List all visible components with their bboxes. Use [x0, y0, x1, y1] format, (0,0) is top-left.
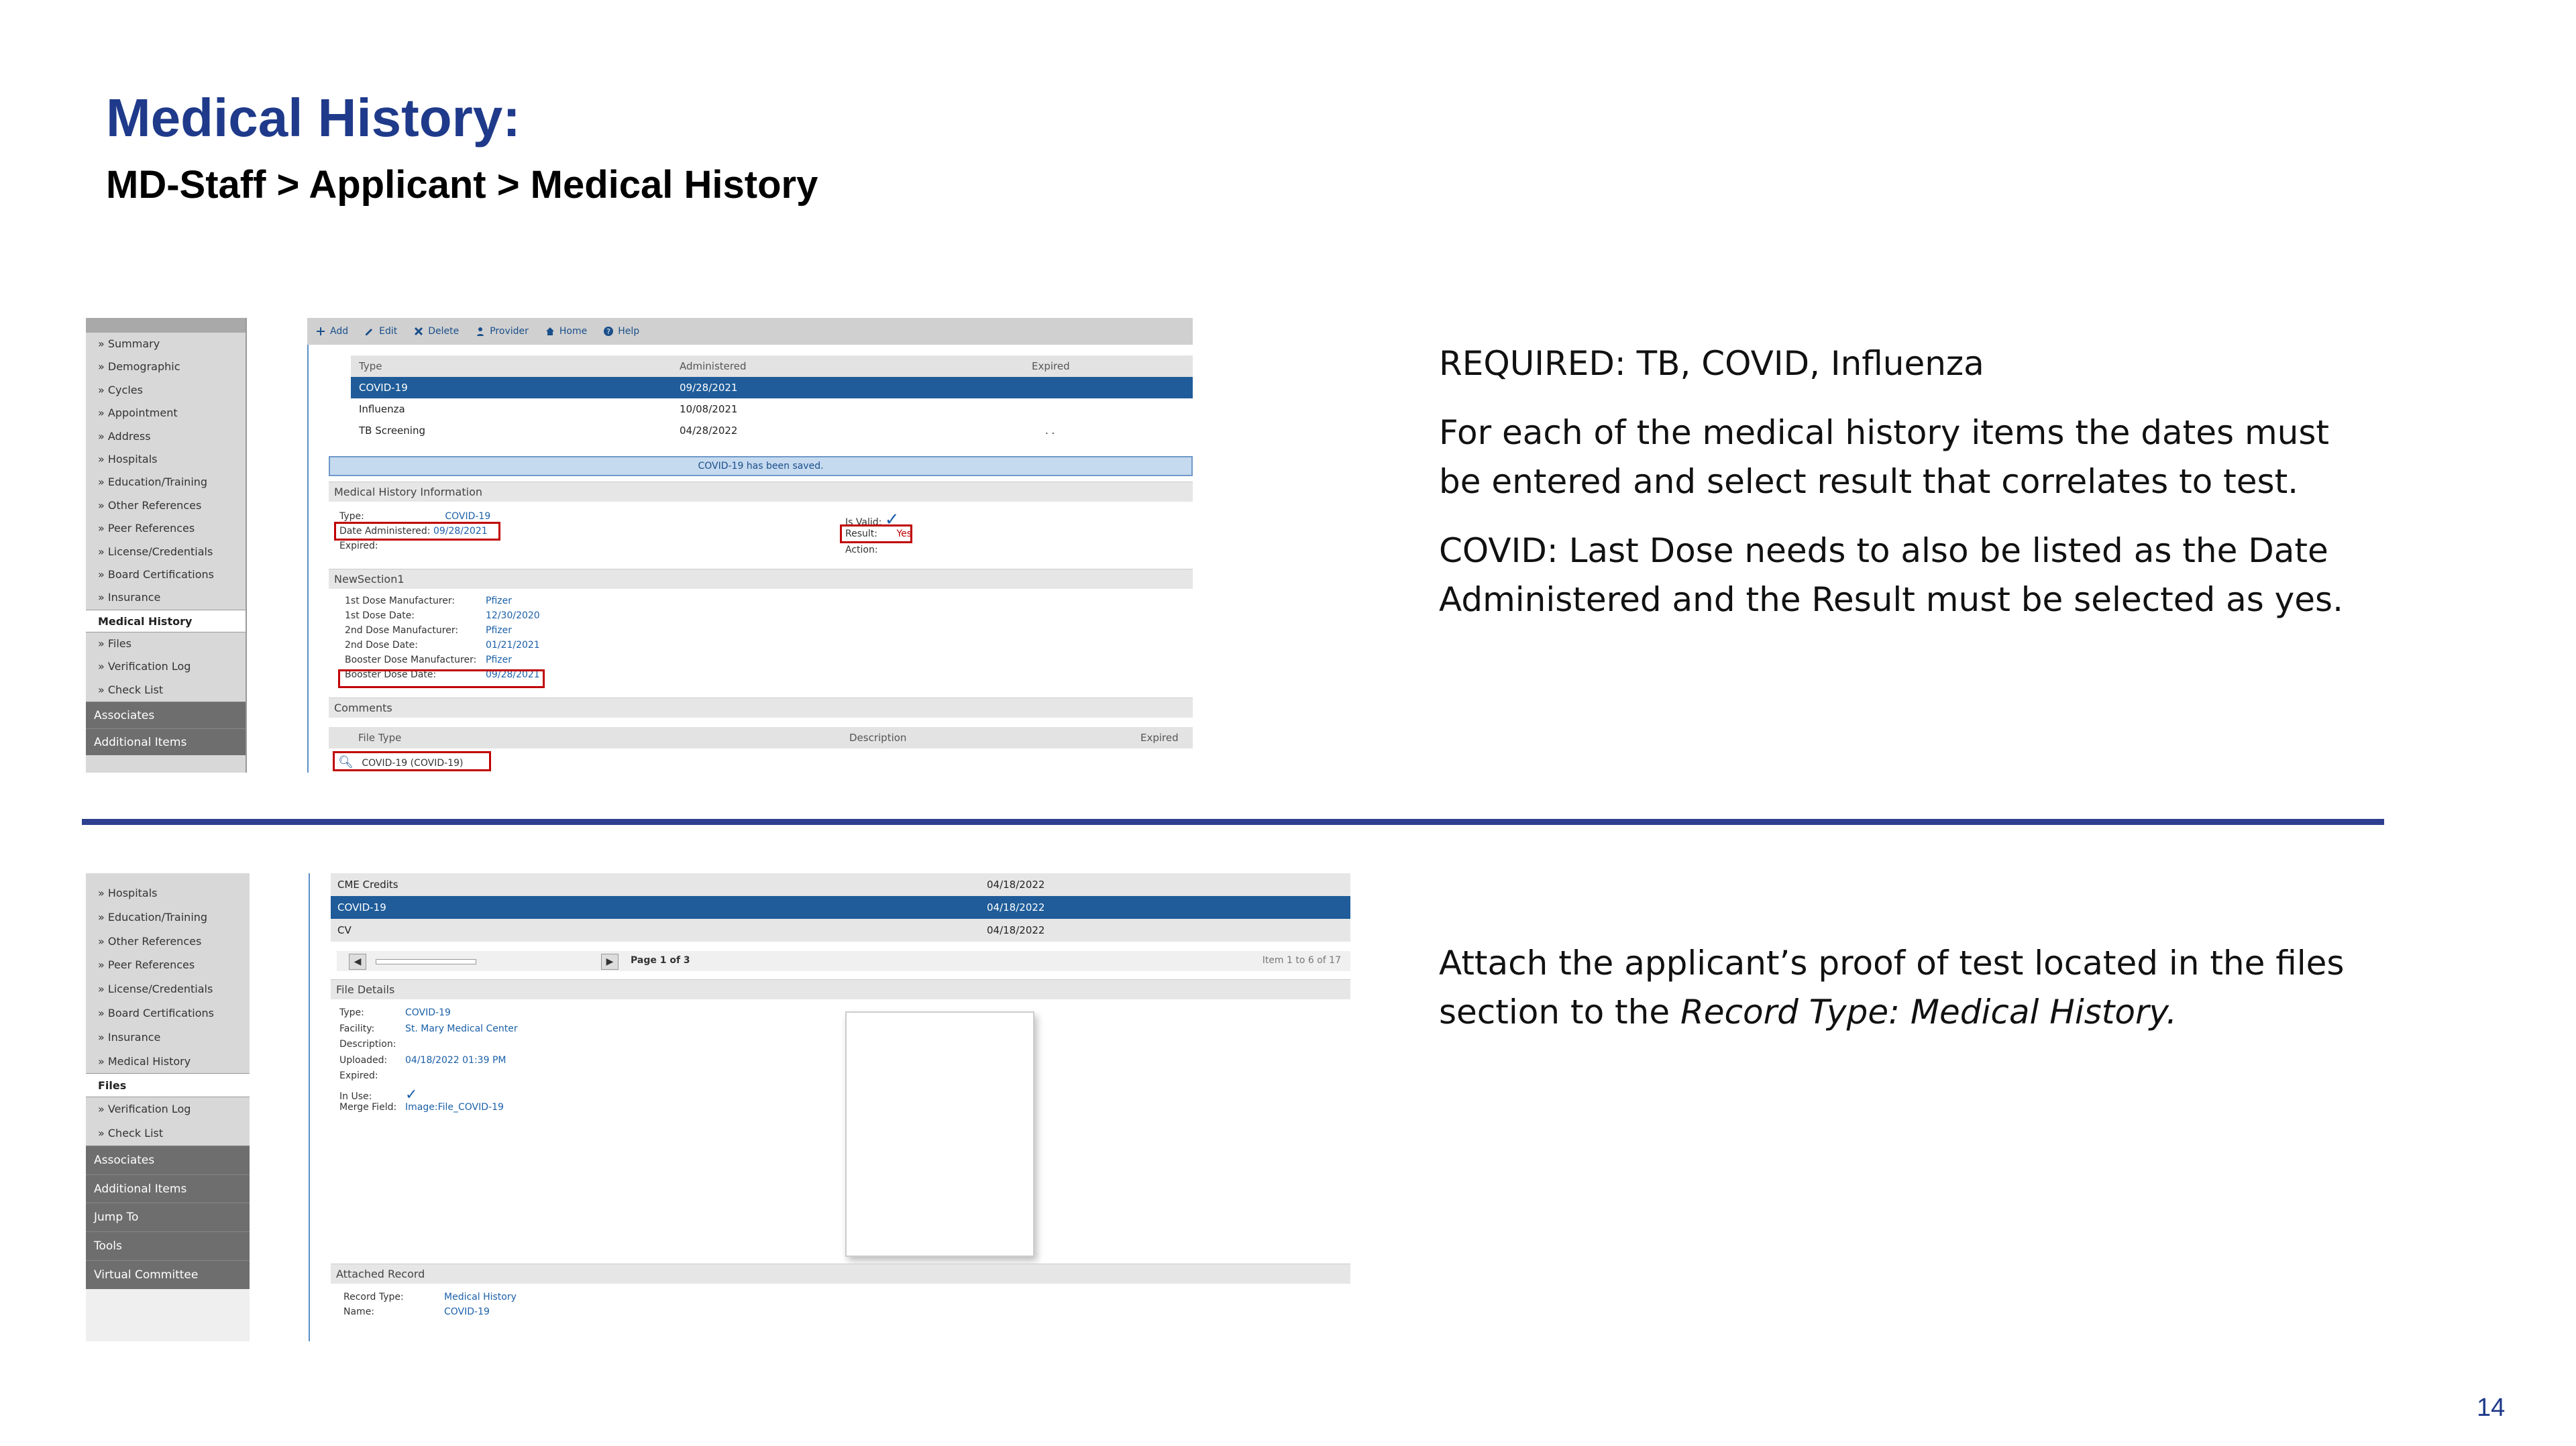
cell-administered: 09/28/2021	[680, 382, 738, 394]
highlight-booster-dose-date	[338, 669, 545, 688]
provider-button[interactable]	[475, 326, 529, 337]
field-label: In Use:	[339, 1091, 372, 1102]
section-header-attached-record: Attached Record	[331, 1264, 1350, 1284]
field-value: Image:File_COVID-19	[405, 1102, 504, 1113]
sidebar-item-associates[interactable]: Associates	[86, 702, 246, 728]
field-action: Action:	[845, 545, 878, 555]
sidebar-item-education-training[interactable]: » Education/Training	[86, 905, 250, 930]
page-slider[interactable]	[376, 959, 476, 964]
field-value: Medical History	[444, 1292, 517, 1302]
sidebar-header	[86, 318, 246, 333]
table-row[interactable]	[351, 420, 1193, 441]
field-label: 2nd Dose Manufacturer:	[345, 625, 459, 636]
sidebar-item-jump-to[interactable]: Jump To	[86, 1203, 250, 1231]
file-preview-thumbnail[interactable]	[845, 1011, 1034, 1257]
field-name	[343, 1306, 490, 1317]
sidebar-item-peer-references[interactable]: » Peer References	[98, 522, 195, 535]
next-page-button[interactable]: ▶	[601, 954, 619, 970]
sidebar-item-hospitals[interactable]: » Hospitals	[86, 881, 250, 905]
cell-administered: 04/28/2022	[680, 425, 738, 437]
field-label: Is Valid:	[845, 517, 882, 528]
sidebar-item-check-list[interactable]: » Check List	[98, 683, 164, 696]
help-label: Help	[618, 326, 640, 337]
sidebar-item-education-training[interactable]: » Education/Training	[98, 476, 208, 489]
sidebar-item-appointment[interactable]: » Appointment	[98, 406, 178, 420]
edit-label: Edit	[379, 326, 398, 337]
field-expired: Expired:	[339, 541, 378, 551]
field-value: COVID-19	[405, 1007, 451, 1018]
field-record-type	[343, 1292, 517, 1302]
help-icon	[603, 326, 614, 337]
table-row[interactable]	[351, 377, 1193, 398]
sidebar-item-address[interactable]: » Address	[98, 429, 151, 443]
home-label: Home	[559, 326, 588, 337]
field-label: Booster Dose Date:	[345, 669, 437, 680]
checkmark-icon: ✓	[405, 1086, 418, 1103]
sidebar-item-hospitals[interactable]: » Hospitals	[98, 452, 158, 465]
cell-file-type: CME Credits	[337, 879, 398, 891]
cell-date: 04/18/2022	[987, 924, 1045, 936]
column-header-administered[interactable]: Administered	[680, 360, 747, 372]
field-2nd-dose-date	[345, 640, 540, 651]
sidebar-item-check-list[interactable]: » Check List	[86, 1121, 250, 1146]
x-icon	[413, 326, 424, 337]
field-value: 01/21/2021	[486, 640, 540, 651]
sidebar-item-additional-items[interactable]: Additional Items	[86, 728, 246, 755]
file-link-label: COVID-19 (COVID-19)	[362, 758, 464, 769]
sidebar-item-insurance[interactable]: » Insurance	[98, 591, 161, 604]
field-label: 2nd Dose Date:	[345, 640, 418, 651]
instructions-medical-history	[1439, 339, 2351, 645]
sidebar-item-demographic[interactable]: » Demographic	[98, 360, 180, 374]
cell-type: TB Screening	[359, 425, 425, 437]
highlight-file-link	[333, 751, 491, 771]
delete-label: Delete	[428, 326, 460, 337]
add-label: Add	[330, 326, 349, 337]
field-value: COVID-19	[444, 1306, 490, 1317]
search-icon[interactable]: 🔍︎	[338, 755, 354, 769]
items-indicator: Item 1 to 6 of 17	[1262, 955, 1341, 966]
cell-file-type: COVID-19	[337, 901, 386, 913]
field-value: St. Mary Medical Center	[405, 1023, 518, 1034]
sidebar-item-cycles[interactable]: » Cycles	[98, 383, 143, 396]
field-booster-dose-manufacturer	[345, 655, 512, 665]
sidebar-item-verification-log[interactable]: » Verification Log	[98, 660, 191, 673]
edit-button[interactable]	[364, 326, 397, 337]
medical-history-screenshot	[86, 318, 1193, 773]
field-value: 09/28/2021	[486, 669, 540, 680]
add-button[interactable]	[315, 326, 348, 337]
checkmark-icon: ✓	[884, 510, 900, 530]
page-indicator: Page 1 of 3	[631, 955, 690, 966]
medical-history-grid	[351, 355, 1193, 441]
sidebar-item-medical-history[interactable]: Medical History	[86, 610, 246, 632]
person-icon	[475, 326, 486, 337]
sidebar-header	[86, 873, 250, 881]
field-expired	[339, 1070, 405, 1081]
plus-icon	[315, 326, 326, 337]
applicant-sidebar	[86, 873, 250, 1341]
field-label: Description:	[339, 1039, 396, 1050]
grid-header-row	[351, 355, 1193, 377]
table-row[interactable]	[331, 873, 1350, 896]
sidebar-item-board-certifications[interactable]: » Board Certifications	[98, 567, 214, 581]
cell-type: COVID-19	[359, 382, 408, 394]
section-header-medical-history-information: Medical History Information	[329, 482, 1193, 502]
sidebar-item-files[interactable]: » Files	[98, 637, 131, 651]
field-label: 1st Dose Date:	[345, 610, 415, 621]
instruction-text: Attach the applicant’s proof of test located in the files section to the	[1439, 944, 2345, 1032]
instructions-files	[1439, 939, 2351, 1057]
cell-date: 04/18/2022	[987, 901, 1045, 913]
field-label: Type:	[339, 1007, 364, 1018]
field-label: Facility:	[339, 1023, 375, 1034]
delete-button[interactable]	[413, 326, 459, 337]
field-label: Merge Field:	[339, 1102, 397, 1113]
svg-text:?: ?	[606, 327, 611, 336]
cell-administered: 10/08/2021	[680, 403, 738, 415]
field-value: Pfizer	[486, 655, 512, 665]
field-label: Booster Dose Manufacturer:	[345, 655, 477, 665]
instruction-line	[1439, 939, 2351, 1037]
table-row[interactable]	[331, 919, 1350, 942]
provider-label: Provider	[490, 326, 529, 337]
files-screenshot	[86, 873, 1350, 1341]
save-status-message: COVID-19 has been saved.	[329, 456, 1193, 476]
pencil-icon	[364, 326, 375, 337]
table-row[interactable]	[351, 398, 1193, 420]
field-1st-dose-date	[345, 610, 540, 621]
field-value: COVID-19	[445, 511, 491, 522]
field-label: Expired:	[339, 1070, 378, 1081]
section-header-newsection1: NewSection1	[329, 569, 1193, 589]
files-grid	[329, 727, 1193, 748]
column-header-type[interactable]: Type	[359, 360, 382, 372]
help-button[interactable]	[603, 326, 639, 337]
highlight-date-administered	[334, 522, 500, 541]
cell-type: Influenza	[359, 403, 405, 415]
field-label: Record Type:	[343, 1292, 404, 1302]
cell-file-type: CV	[337, 924, 352, 936]
record-type-emphasis: Record Type: Medical History.	[1680, 993, 2178, 1032]
pager	[337, 951, 1350, 971]
field-1st-dose-manufacturer	[345, 596, 512, 606]
slide-title: Medical History:	[106, 88, 521, 148]
table-row[interactable]	[331, 896, 1350, 919]
field-facility	[339, 1023, 518, 1034]
field-label: Name:	[343, 1306, 375, 1317]
cell-expired: . .	[1045, 425, 1055, 437]
sidebar-item-insurance[interactable]: » Insurance	[86, 1025, 250, 1050]
sidebar-item-other-references[interactable]: » Other References	[86, 930, 250, 954]
sidebar-item-associates[interactable]: Associates	[86, 1146, 250, 1174]
home-icon	[545, 326, 555, 337]
home-button[interactable]	[545, 326, 587, 337]
sidebar-item-peer-references[interactable]: » Peer References	[86, 953, 250, 977]
applicant-sidebar	[86, 318, 247, 773]
section-divider	[82, 819, 2384, 825]
section-header-comments: Comments	[329, 698, 1193, 718]
sidebar-item-medical-history[interactable]: » Medical History	[86, 1050, 250, 1074]
field-value: Pfizer	[486, 625, 512, 636]
sidebar-item-tools[interactable]: Tools	[86, 1231, 250, 1260]
instruction-line: REQUIRED: TB, COVID, Influenza	[1439, 344, 1984, 383]
slide-breadcrumb: MD-Staff > Applicant > Medical History	[106, 163, 818, 207]
field-value: Pfizer	[486, 596, 512, 606]
field-type	[339, 1007, 451, 1018]
record-toolbar	[307, 318, 1193, 345]
field-2nd-dose-manufacturer	[345, 625, 512, 636]
sidebar-item-board-certifications[interactable]: » Board Certifications	[86, 1001, 250, 1025]
field-type	[339, 511, 490, 522]
sidebar-item-license-credentials[interactable]: » License/Credentials	[86, 977, 250, 1001]
section-header-file-details: File Details	[331, 979, 1350, 999]
field-uploaded	[339, 1055, 506, 1066]
panel-divider	[309, 873, 310, 1341]
field-label: Type:	[339, 511, 364, 522]
field-value: 09/28/2021	[433, 526, 488, 537]
column-header-description[interactable]: Description	[849, 732, 907, 744]
page-number: 14	[2477, 1394, 2506, 1422]
sidebar-item-files[interactable]: Files	[86, 1073, 250, 1097]
sidebar-item-summary[interactable]: » Summary	[98, 337, 160, 350]
field-label: 1st Dose Manufacturer:	[345, 596, 455, 606]
files-list-grid	[331, 873, 1350, 946]
field-in-use	[339, 1087, 417, 1103]
field-label: Uploaded:	[339, 1054, 388, 1066]
instruction-line: For each of the medical history items the dates must be entered and select result that correlates to test.	[1439, 413, 2330, 501]
sidebar-item-virtual-committee[interactable]: Virtual Committee	[86, 1260, 250, 1289]
prev-page-button[interactable]: ◀	[349, 954, 366, 970]
field-label: Result:	[845, 529, 877, 539]
field-value: Yes	[896, 529, 912, 539]
instruction-line: COVID: Last Dose needs to also be listed as the Date Administered and the Result must be selected as yes.	[1439, 531, 2343, 619]
panel-divider	[307, 318, 309, 773]
column-header-expired[interactable]: Expired	[1032, 360, 1070, 372]
sidebar-item-additional-items[interactable]: Additional Items	[86, 1174, 250, 1203]
sidebar-item-verification-log[interactable]: » Verification Log	[86, 1097, 250, 1121]
cell-date: 04/18/2022	[987, 879, 1045, 891]
column-header-file-type[interactable]: File Type	[358, 732, 402, 744]
grid-header-row	[329, 727, 1193, 748]
field-value: 04/18/2022 01:39 PM	[405, 1054, 506, 1066]
field-label: Date Administered:	[339, 526, 431, 537]
highlight-result	[840, 524, 912, 543]
sidebar-item-other-references[interactable]: » Other References	[98, 498, 202, 512]
sidebar-item-license-credentials[interactable]: » License/Credentials	[98, 545, 213, 558]
field-value: 12/30/2020	[486, 610, 540, 621]
field-merge-field	[339, 1102, 504, 1113]
field-description	[339, 1039, 405, 1050]
column-header-expired[interactable]: Expired	[1140, 732, 1179, 744]
